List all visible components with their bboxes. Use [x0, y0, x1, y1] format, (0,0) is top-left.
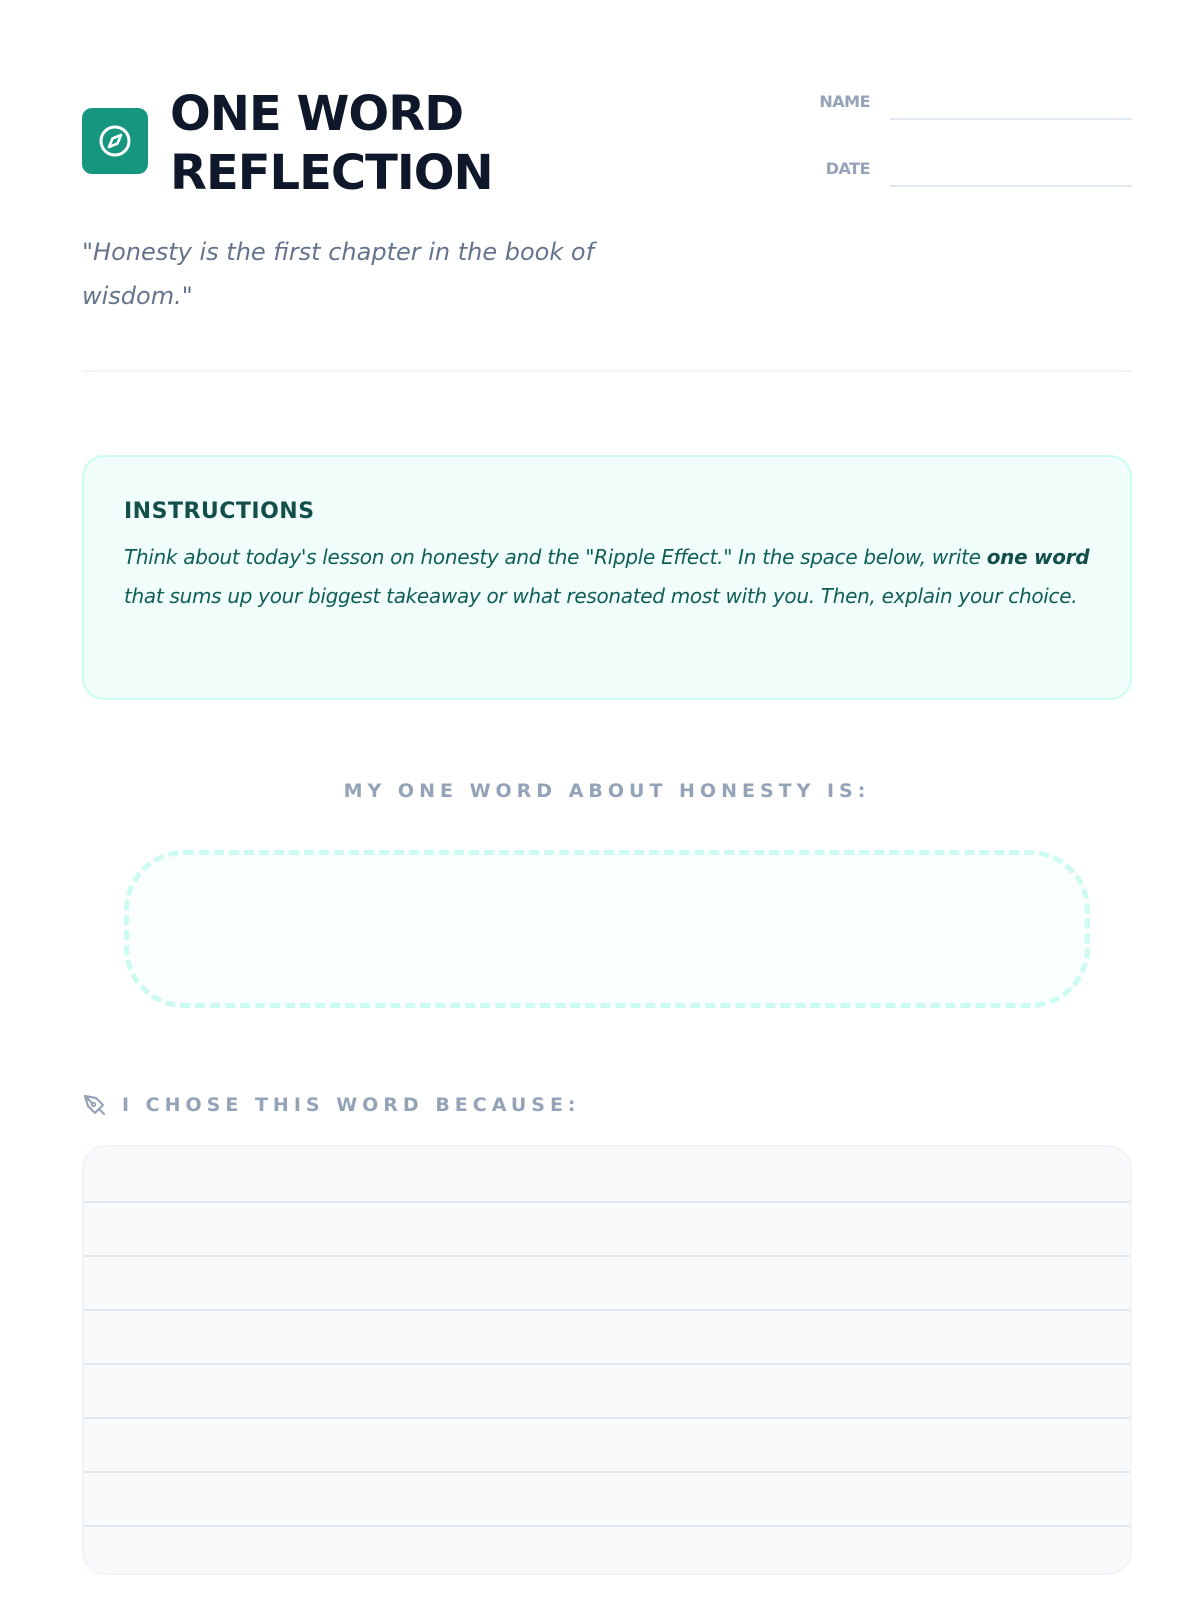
writing-line	[84, 1417, 1130, 1419]
worksheet-page	[82, 0, 1132, 1600]
date-line[interactable]	[890, 185, 1132, 187]
instructions-text	[124, 538, 1090, 616]
because-label: I CHOSE THIS WORD BECAUSE:	[122, 1094, 581, 1116]
writing-lines-box[interactable]	[82, 1145, 1132, 1575]
instructions-text-end: that sums up your biggest takeaway or what resonated most with you. Then, explain your choice.	[124, 584, 1078, 608]
writing-line	[84, 1471, 1130, 1473]
instructions-emphasis: one word	[986, 545, 1090, 569]
writing-line	[84, 1363, 1130, 1365]
writing-line	[84, 1309, 1130, 1311]
worksheet-header	[82, 80, 1132, 210]
compass-icon	[82, 108, 148, 174]
title-line-2: REFLECTION	[170, 145, 493, 201]
name-field	[732, 92, 1132, 132]
instructions-box	[82, 455, 1132, 700]
one-word-label: MY ONE WORD ABOUT HONESTY IS:	[343, 780, 871, 802]
title-line-1: ONE WORD	[170, 86, 464, 142]
one-word-box[interactable]	[124, 850, 1090, 1008]
date-label: DATE	[825, 159, 870, 178]
instructions-title: INSTRUCTIONS	[124, 499, 315, 524]
writing-line	[84, 1255, 1130, 1257]
header-divider	[82, 370, 1132, 372]
page-title	[170, 85, 690, 203]
instructions-text-start: Think about today's lesson on honesty and the "Ripple Effect." In the space below, write	[124, 545, 987, 569]
date-field	[732, 159, 1132, 199]
writing-line	[84, 1525, 1130, 1527]
because-heading	[82, 1090, 1132, 1120]
writing-line	[84, 1201, 1130, 1203]
name-label: NAME	[819, 92, 870, 111]
name-line[interactable]	[890, 118, 1132, 120]
quote-text: "Honesty is the first chapter in the book of wisdom."	[82, 238, 595, 310]
pen-nib-icon	[82, 1092, 108, 1118]
